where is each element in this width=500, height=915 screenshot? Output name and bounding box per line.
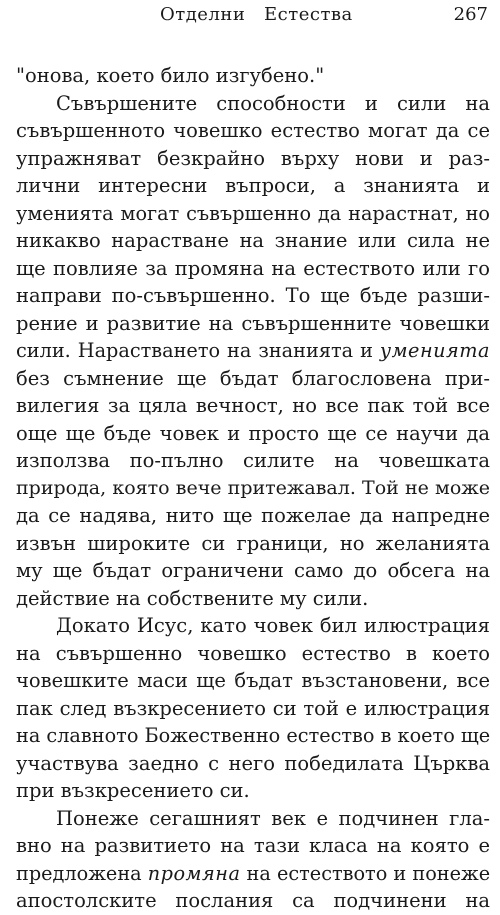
text-line: му ще бъдат ограничени само до обсега на: [16, 559, 490, 582]
text-line: пак след възкресението си той е илюстрация: [16, 696, 490, 720]
text-line: упражняват безкрайно върху нови и раз-: [16, 146, 490, 170]
text-line: направи по-съвършенно. То ще бъде разши-: [16, 284, 490, 307]
text-line: използва по-пълно силите на човешката: [16, 449, 490, 472]
emphasized-word: уменията: [379, 339, 490, 362]
text-line: вилегия за цяла вечност, но все пак той все: [16, 394, 490, 417]
text-line: при възкресението си.: [16, 779, 250, 802]
text-line: участвува заедно с него победилата Църква: [16, 751, 490, 775]
text-line: уменията могат съвършенно да нарастнат, но: [16, 201, 490, 225]
text-line: Докато Исус, като човек бил илюстрация: [56, 614, 490, 637]
page-number: 267: [453, 4, 488, 25]
running-header: [0, 4, 500, 28]
text-line: никакво нарастване на знание или сила не: [16, 229, 490, 252]
emphasized-word: промяна: [147, 861, 241, 885]
text-segment: предложена: [16, 861, 148, 885]
text-line: лични интересни въпроси, а знанията и: [16, 174, 490, 197]
text-line: да се надява, нито ще пожелае да напредне: [16, 504, 490, 527]
text-line: ще повлияе за промяна на естеството или го: [16, 256, 490, 280]
text-line: вно на развитието на тази класа на която е: [16, 834, 490, 857]
text-line: Понеже сегашният век е подчинен гла-: [56, 806, 490, 830]
text-line: човешките маси ще бъдат възстановени, все: [16, 669, 490, 692]
text-segment: сили. Нарастването на знанията и: [16, 339, 380, 362]
text-line: апостолските послания са подчинени на: [16, 889, 490, 912]
text-line: на съвършенно човешко естество в което: [16, 641, 490, 665]
text-line: без съмнение ще бъдат благословена при-: [16, 366, 490, 390]
text-line: Съвършените способности и сили на: [56, 91, 490, 115]
body-text: [16, 62, 490, 915]
text-segment: на естеството и понеже: [240, 861, 491, 885]
text-line: рение и развитие на съвършенните човешки: [16, 311, 490, 335]
text-line: природа, която вече притежавал. Той не може: [16, 476, 490, 499]
text-line: действие на собствените му сили.: [16, 586, 369, 610]
running-title: Отделни Естества: [160, 4, 353, 25]
text-line: [16, 860, 490, 888]
text-line: още ще бъде човек и просто ще се научи да: [16, 421, 490, 445]
text-line: съвършенното човешко естество могат да се: [16, 119, 490, 142]
text-line: "онова, което било изгубено.": [16, 64, 325, 87]
text-line: на славното Божественно естество в което ще: [16, 724, 491, 747]
text-line: [16, 337, 490, 365]
text-line: извън широките си граници, но желанията: [16, 531, 490, 555]
